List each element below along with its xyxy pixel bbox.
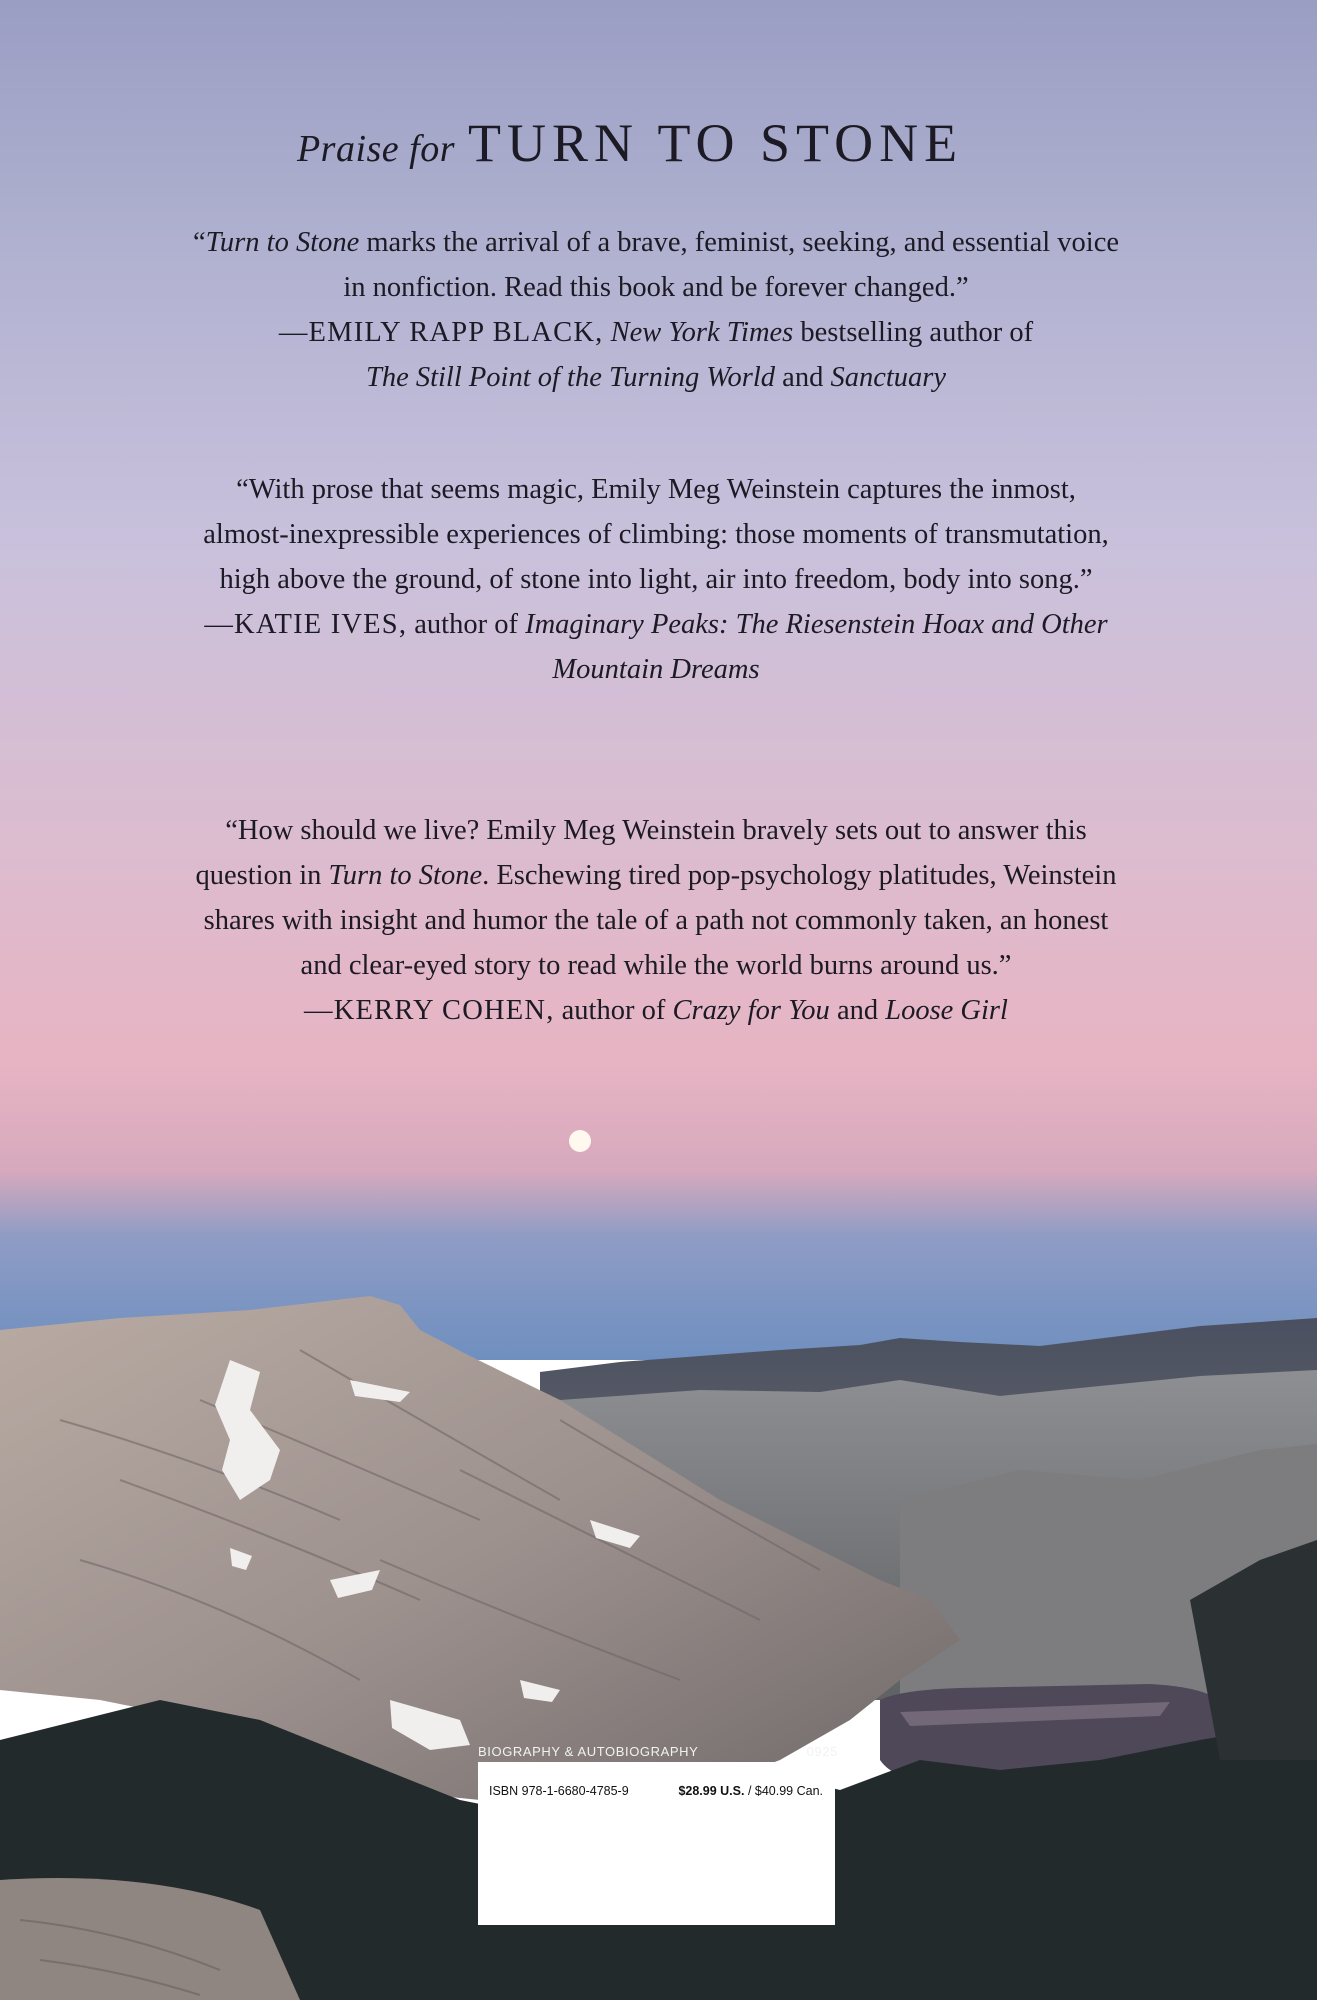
quote-text: “How should we live? Emily Meg Weinstein bravely sets out to answer this question in Turn to Stone. Eschewing tired pop-psychology platitudes, Weinstein shares with insight and humor the tale of a path not commonly taken, an honest and clear-eyed story to read while the world burns around us.” [195,815,1117,981]
category-label [478,1744,838,1759]
category-text: BIOGRAPHY & AUTOBIOGRAPHY [478,1744,699,1759]
isbn-price-row [489,1784,823,1798]
blurb-emily-rapp-black [190,220,1122,400]
quote-text: “Turn to Stone marks the arrival of a brave, feminist, seeking, and essential voice in nonfiction. Read this book and be forever changed.” [193,227,1119,303]
price-text: $28.99 U.S. / $40.99 Can. [678,1784,823,1798]
quote-attribution: —KATIE IVES, author of Imaginary Peaks: The Riesenstein Hoax and Other Mountain Dreams [204,609,1108,685]
quote-attribution: —KERRY COHEN, author of Crazy for You and Loose Girl [304,995,1008,1026]
book-title: TURN TO STONE [468,113,964,173]
moon [569,1130,591,1152]
category-code: 0925 [806,1744,838,1759]
isbn-text: ISBN 978-1-6680-4785-9 [489,1784,629,1798]
praise-label: Praise for [296,128,455,170]
quote-attribution: —EMILY RAPP BLACK, New York Times bestselling author of The Still Point of the Turning World and Sanctuary [278,317,1034,393]
blurb-katie-ives [190,467,1122,692]
blurb-kerry-cohen [190,808,1122,1033]
barcode-box [478,1762,835,1925]
praise-heading [0,112,1260,174]
quote-text: “With prose that seems magic, Emily Meg Weinstein captures the inmost, almost-inexpressible experiences of climbing: those moments of transmutation, high above the ground, of stone into light, air into freedom, body into song.” [203,474,1109,595]
